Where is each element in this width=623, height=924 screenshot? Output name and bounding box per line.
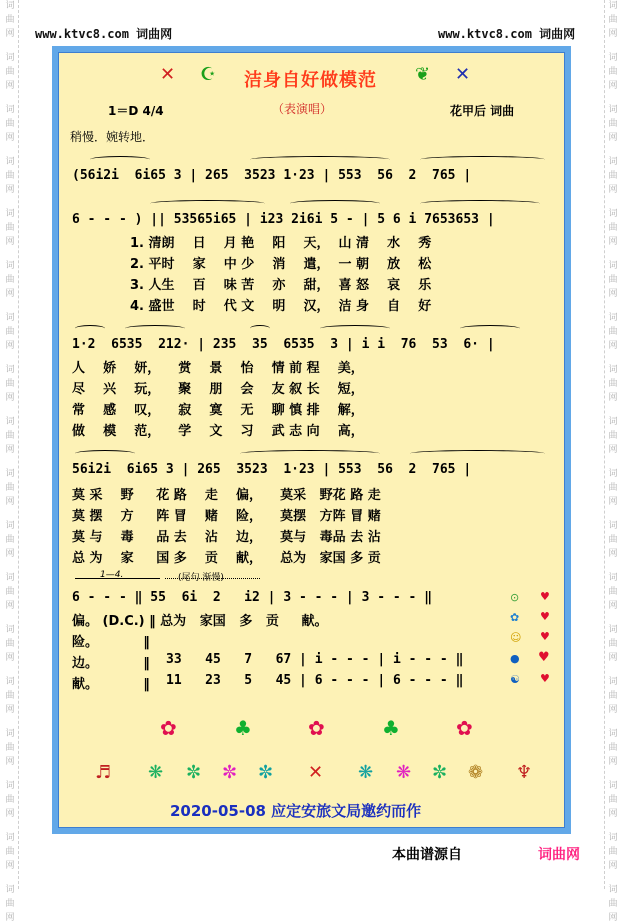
watermark-group: 词 曲 网 — [608, 781, 618, 819]
watermark-group: 词 曲 网 — [608, 521, 618, 559]
lyric-ending-4: 献。 ‖ — [72, 677, 150, 692]
snowflake-icon: ❋ — [358, 762, 374, 783]
site-url-right[interactable]: www.ktvc8.com 词曲网 — [438, 27, 576, 41]
score-line-2: 6 - - - ) || 53565i65 | i23 2i6i 5 - | 5 6 i 7653653 | — [72, 212, 495, 227]
heart-icon: ♥ — [540, 630, 550, 643]
lyric-verse-1-line-2: 人 娇 妍， 赏 景 怡 情 前 程 美， — [72, 361, 364, 376]
watermark-group: 词 曲 网 — [5, 313, 15, 351]
score-line-4: 56i2i 6i65 3 | 265 3523 1·23 | 553 56 2 765 | — [72, 462, 472, 477]
clover-icon: ♣ — [234, 716, 252, 740]
watermark-group: 词 曲 网 — [5, 261, 15, 299]
site-url-left[interactable]: www.ktvc8.com 词曲网 — [35, 27, 173, 41]
lyric-verse-1-line-3: 莫 采 野 花 路 走 偏， 莫采 野花 路 走 — [72, 488, 381, 503]
date-note: 2020-05-08 应定安旅文局邀约而作 — [170, 802, 422, 820]
watermark-group: 词 曲 网 — [5, 781, 15, 819]
song-title: 洁身自好做模范 — [244, 70, 377, 91]
watermark-group: 词 曲 网 — [5, 105, 15, 143]
lyric-verse-2-line-3: 莫 摆 方 阵 冒 赌 险， 莫摆 方阵 冒 赌 — [72, 509, 381, 524]
snowflake-icon: ❋ — [148, 762, 164, 783]
lyric-verse-2-line-2: 尽 兴 玩， 聚 朋 会 友 叙 长 短， — [72, 382, 364, 397]
heart-icon: ♥ — [540, 610, 550, 623]
credits: 花甲后 词曲 — [450, 104, 515, 118]
decor-swallow-blue-icon: ✕ — [455, 64, 471, 85]
watermark-group: 词 曲 网 — [5, 521, 15, 559]
lyric-verse-4-line-3: 总 为 家 国 多 贡 献， 总为 家国 多 贡 — [72, 551, 381, 566]
lyric-verse-3-line-1: 3. 人生 百 味 苦 亦 甜， 喜 怒 哀 乐 — [130, 278, 432, 293]
dot-icon: ● — [510, 652, 520, 665]
watermark-group: 词 曲 网 — [608, 677, 618, 715]
score-line-5: 6 - - - ‖ 55 6i 2 i2 | 3 - - - | 3 - - - ‖ — [72, 590, 433, 605]
decor-apple-icon: ❦ — [415, 64, 431, 85]
decor-swallow-icon: ✕ — [160, 64, 176, 85]
tempo-marking: 稍慢．婉转地． — [70, 130, 155, 144]
flower-icon: ✿ — [160, 716, 177, 740]
lyric-ending-3: 边。 ‖ — [72, 656, 150, 671]
snowflake-icon: ✼ — [432, 762, 448, 783]
snowflake-icon: ✼ — [186, 762, 202, 783]
snowflake-icon: ✼ — [258, 762, 274, 783]
lyric-verse-3-line-3: 莫 与 毒 品 去 沾 边， 莫与 毒品 去 沾 — [72, 530, 381, 545]
watermark-group: 词 曲 网 — [5, 625, 15, 663]
watermark-group: 词 曲 网 — [5, 365, 15, 403]
watermark-group: 词 曲 网 — [608, 573, 618, 611]
watermark-group: 词 曲 网 — [608, 625, 618, 663]
lyric-verse-4-line-1: 4. 盛世 时 代 文 明 汉， 洁 身 自 好 — [130, 299, 432, 314]
lyric-verse-2-line-1: 2. 平时 家 中 少 消 遣， 一 朝 放 松 — [130, 257, 432, 272]
watermark-group: 词 曲 网 — [608, 261, 618, 299]
swallow-icon: ✕ — [308, 762, 324, 783]
watermark-group: 词 曲 网 — [5, 885, 15, 923]
score-line-3: 1·2 6535 212· | 235 35 6535 3 | i i 76 53 6· | — [72, 337, 495, 352]
flower-icon: ❁ — [468, 762, 484, 783]
watermark-group: 词 曲 网 — [608, 417, 618, 455]
left-watermark-strip — [2, 0, 19, 923]
watermark-group: 词 曲 网 — [5, 157, 15, 195]
snowflake-icon: ✼ — [222, 762, 238, 783]
watermark-group: 词 曲 网 — [608, 53, 618, 91]
key-signature: 1＝D 4/4 — [108, 104, 164, 118]
score-line-6: 33 45 7 67 | i - - - | i - - - ‖ — [166, 652, 464, 667]
music-person-icon: ♬ — [95, 762, 112, 783]
watermark-group: 词 曲 网 — [608, 885, 618, 923]
lyric-verse-3-line-2: 常 感 叹， 寂 寞 无 聊 慎 排 解， — [72, 403, 364, 418]
lyric-ending-1: 偏。 (D.C.) ‖ 总为 家国 多 贡 献。 — [72, 614, 328, 629]
watermark-group: 词 曲 网 — [608, 209, 618, 247]
heart-icon: ♥ — [538, 650, 550, 665]
watermark-group: 词 曲 网 — [5, 53, 15, 91]
yin-yang-icon: ☯ — [510, 673, 520, 686]
heart-icon: ♥ — [540, 672, 550, 685]
score-line-7: 11 23 5 45 | 6 - - - | 6 - - - ‖ — [166, 673, 464, 688]
lyric-verse-1-line-1: 1. 清朗 日 月 艳 阳 天， 山 清 水 秀 — [130, 236, 432, 251]
heart-icon: ♥ — [540, 590, 550, 603]
watermark-group: 词 曲 网 — [608, 1, 618, 39]
lyric-ending-2: 险。 ‖ — [72, 635, 150, 650]
performance-type: （表演唱） — [272, 102, 333, 116]
decor-moon-icon: ☪ — [200, 64, 217, 85]
smiley-icon: ☺ — [510, 631, 522, 644]
ending-bracket-label: 1—4. — [100, 570, 124, 580]
score-line-1: (56i2i 6i65 3 | 265 3523 1·23 | 553 56 2 765 | — [72, 168, 472, 183]
watermark-group: 词 曲 网 — [5, 573, 15, 611]
coda-label: (尾句 渐慢) — [178, 573, 224, 583]
lantern-icon: ♆ — [516, 762, 533, 783]
watermark-group: 词 曲 网 — [5, 469, 15, 507]
watermark-group: 词 曲 网 — [608, 729, 618, 767]
watermark-group: 词 曲 网 — [608, 365, 618, 403]
source-site-link[interactable]: 词曲网 — [538, 847, 580, 863]
watermark-group: 词 曲 网 — [5, 417, 15, 455]
watermark-group: 词 曲 网 — [5, 729, 15, 767]
right-watermark-strip — [604, 0, 621, 923]
watermark-group: 词 曲 网 — [608, 105, 618, 143]
watermark-group: 词 曲 网 — [608, 469, 618, 507]
source-note: 本曲谱源自 — [392, 847, 462, 863]
clover-icon: ♣ — [382, 716, 400, 740]
flower-icon: ✿ — [456, 716, 473, 740]
snowflake-icon: ❋ — [396, 762, 412, 783]
flower-small-icon: ✿ — [510, 611, 520, 624]
watermark-group: 词 曲 网 — [608, 157, 618, 195]
watermark-group: 词 曲 网 — [5, 209, 15, 247]
lyric-verse-4-line-2: 做 模 范， 学 文 习 武 志 向 高， — [72, 424, 364, 439]
watermark-group: 词 曲 网 — [5, 1, 15, 39]
watermark-group: 词 曲 网 — [5, 677, 15, 715]
smile-icon: ⊙ — [510, 591, 520, 604]
flower-icon: ✿ — [308, 716, 325, 740]
watermark-group: 词 曲 网 — [5, 833, 15, 871]
watermark-group: 词 曲 网 — [608, 313, 618, 351]
watermark-group: 词 曲 网 — [608, 833, 618, 871]
